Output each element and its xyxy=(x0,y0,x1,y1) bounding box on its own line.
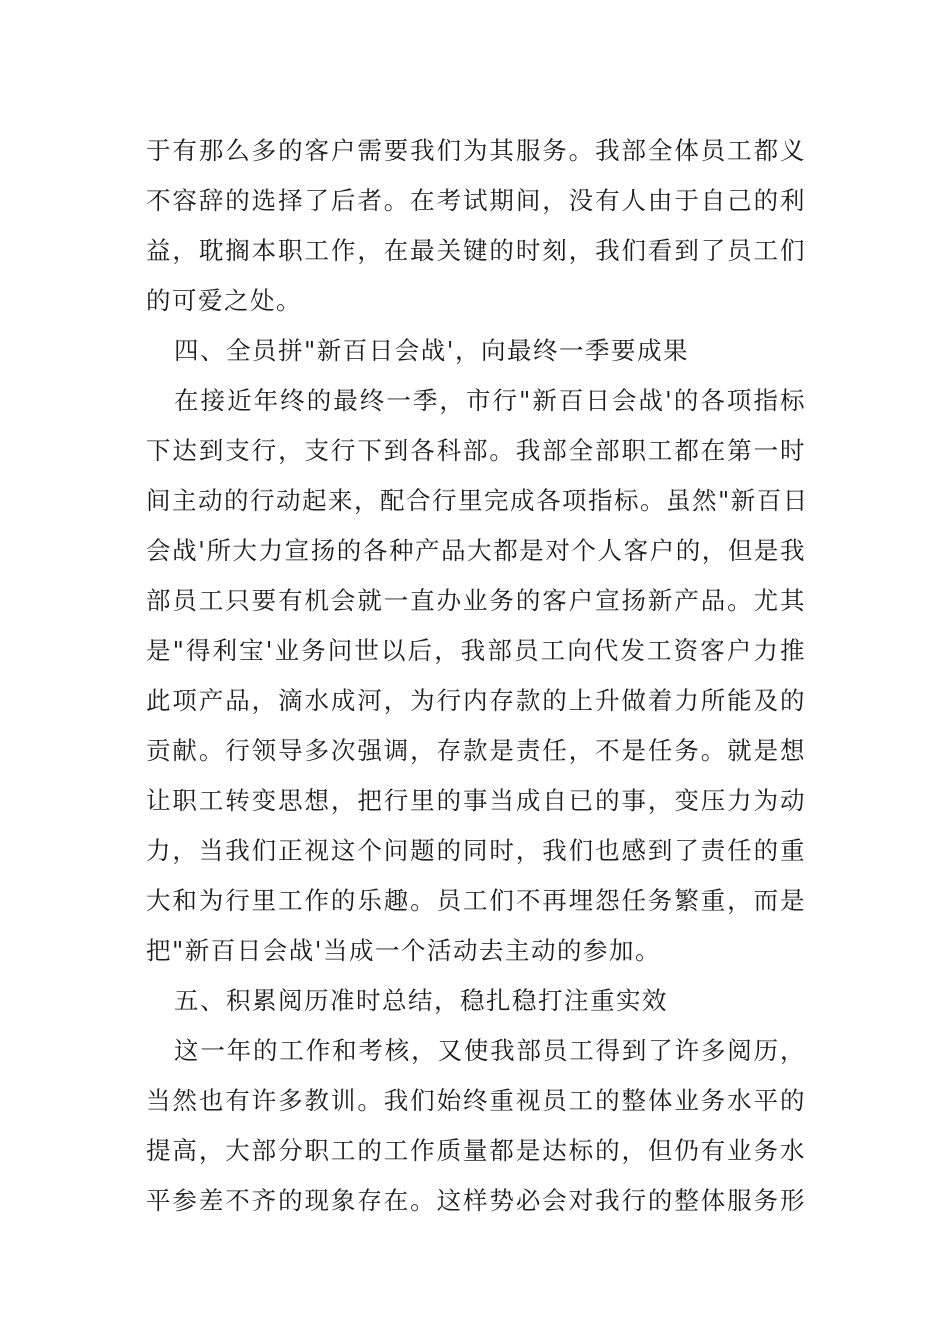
text-line: 这一年的工作和考核，又使我部员工得到了许多阅历， xyxy=(174,1036,806,1065)
text-line: 下达到支行，支行下到各科部。我部全部职工都在第一时 xyxy=(146,436,806,465)
text-line: 益，耽搁本职工作，在最关键的时刻，我们看到了员工们 xyxy=(146,236,806,265)
text-line: 间主动的行动起来，配合行里完成各项指标。虽然"新百日 xyxy=(146,486,809,515)
text-line: 贡献。行领导多次强调，存款是责任，不是任务。就是想 xyxy=(146,736,806,765)
text-line: 当然也有许多教训。我们始终重视员工的整体业务水平的 xyxy=(146,1086,806,1115)
document-body xyxy=(146,126,809,1226)
text-line: 四、全员拼"新百日会战'，向最终一季要成果 xyxy=(174,336,690,365)
text-line: 大和为行里工作的乐趣。员工们不再埋怨任务繁重，而是 xyxy=(146,886,806,915)
text-line: 让职工转变思想，把行里的事当成自已的事，变压力为动 xyxy=(146,786,806,815)
text-line: 会战'所大力宣扬的各种产品大都是对个人客户的，但是我 xyxy=(146,536,806,565)
text-line: 提高，大部分职工的工作质量都是达标的，但仍有业务水 xyxy=(146,1136,806,1165)
text-line: 五、积累阅历准时总结，稳扎稳打注重实效 xyxy=(174,986,668,1015)
text-line: 不容辞的选择了后者。在考试期间，没有人由于自己的利 xyxy=(146,186,806,215)
text-line: 平参差不齐的现象存在。这样势必会对我行的整体服务形 xyxy=(146,1186,806,1215)
text-line: 力，当我们正视这个问题的同时，我们也感到了责任的重 xyxy=(146,836,806,865)
text-line: 把"新百日会战'当成一个活动去主动的参加。 xyxy=(146,936,662,965)
text-line: 部员工只要有机会就一直办业务的客户宣扬新产品。尤其 xyxy=(146,586,806,615)
text-line: 的可爱之处。 xyxy=(146,286,302,315)
text-line: 是"得利宝'业务问世以后，我部员工向代发工资客户力推 xyxy=(146,636,806,665)
text-line: 此项产品，滴水成河，为行内存款的上升做着力所能及的 xyxy=(146,686,806,715)
text-line: 在接近年终的最终一季，市行"新百日会战'的各项指标 xyxy=(174,386,806,415)
text-line: 于有那么多的客户需要我们为其服务。我部全体员工都义 xyxy=(146,136,806,165)
